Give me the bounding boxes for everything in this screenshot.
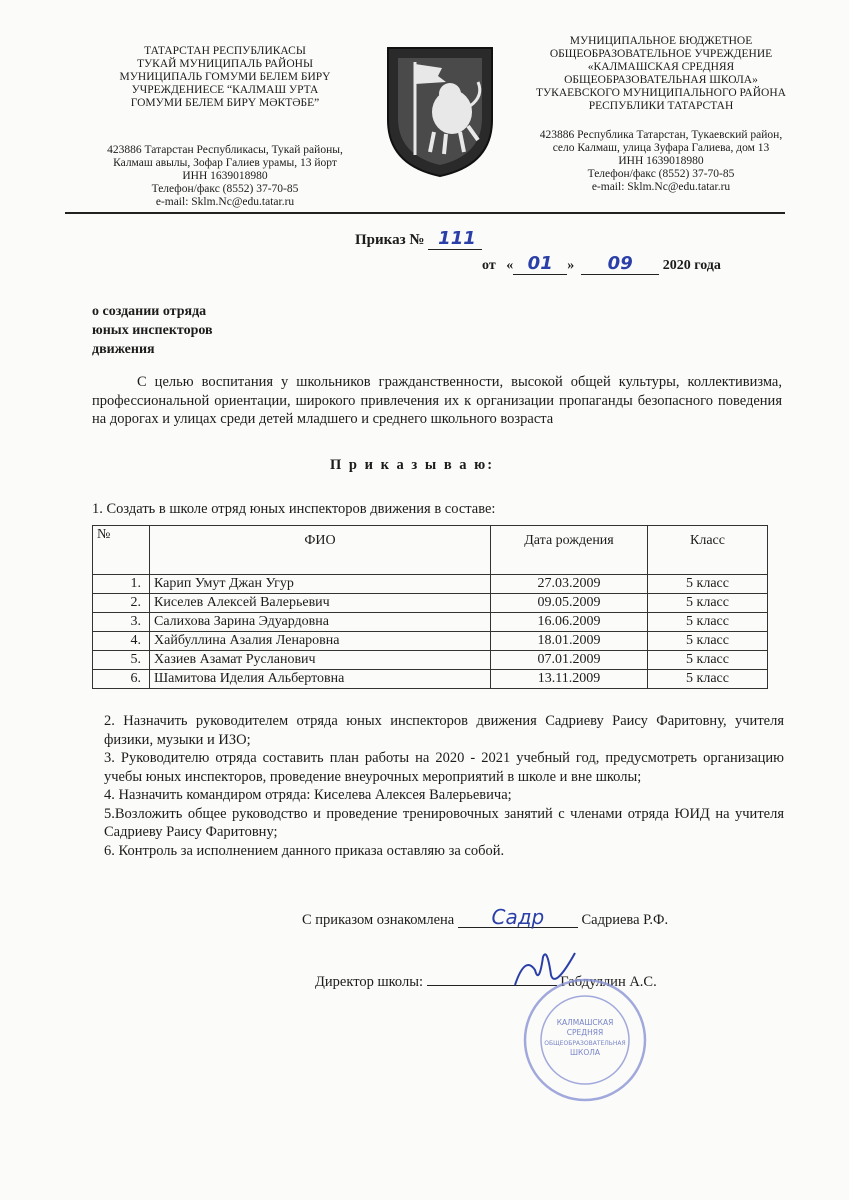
subject-line: о создании отряда [92, 304, 207, 319]
table-row [93, 613, 768, 632]
col-name-header: ФИО [150, 526, 491, 575]
row-class: 5 класс [648, 632, 768, 651]
table-row [93, 670, 768, 689]
header-left-line: ТАТАРСТАН РЕСПУБЛИКАСЫ [144, 45, 306, 57]
header-right-contact: Телефон/факс (8552) 37-70-85 [587, 168, 735, 180]
header-left-line: МУНИЦИПАЛЬ ГОМУМИ БЕЛЕМ БИРҮ [119, 71, 331, 83]
acquainted-name: Садриева Р.Ф. [581, 912, 669, 928]
header-left-contact: Калмаш авылы, Зофар Галиев урамы, 13 йорт [113, 157, 337, 169]
header-left-line: ГОМУМИ БЕЛЕМ БИРҮ МӘКТӘБЕ” [130, 97, 320, 109]
row-birthdate: 16.06.2009 [491, 613, 648, 632]
row-class: 5 класс [648, 651, 768, 670]
row-name: Салихова Зарина Эдуардовна [150, 613, 491, 632]
header-left-contact: e-mail: Sklm.Nc@edu.tatar.ru [155, 196, 295, 208]
order-date [482, 253, 721, 275]
row-number: 2. [93, 594, 150, 613]
header-right-line: «КАЛМАШСКАЯ СРЕДНЯЯ [587, 61, 735, 73]
order-title-prefix: Приказ № [355, 232, 425, 248]
svg-text:СРЕДНЯЯ: СРЕДНЯЯ [566, 1028, 604, 1037]
date-from: от [482, 258, 496, 273]
subject-line: движения [92, 342, 155, 357]
col-class-header: Класс [648, 526, 768, 575]
coat-of-arms-icon [380, 40, 500, 180]
row-name: Карип Умут Джан Угур [150, 575, 491, 594]
header-right-line: РЕСПУБЛИКИ ТАТАРСТАН [588, 100, 734, 112]
table-row [93, 651, 768, 670]
header-right-contact: село Калмаш, улица Зуфара Галиева, дом 13 [552, 142, 770, 154]
acquainted-line [302, 905, 669, 930]
table-row [93, 575, 768, 594]
row-number: 5. [93, 651, 150, 670]
svg-text:ОБЩЕОБРАЗОВАТЕЛЬНАЯ: ОБЩЕОБРАЗОВАТЕЛЬНАЯ [544, 1040, 626, 1047]
date-month: 09 [581, 253, 659, 275]
date-open-quote: « [506, 258, 514, 273]
col-birthdate-header: Дата рождения [491, 526, 648, 575]
order-title [355, 228, 482, 250]
header-right-line: ОБЩЕОБРАЗОВАТЕЛЬНОЕ УЧРЕЖДЕНИЕ [549, 48, 773, 60]
acquainted-signature: Садр [458, 908, 578, 928]
header-left-line: ТУКАЙ МУНИЦИПАЛЬ РАЙОНЫ [137, 58, 313, 70]
svg-text:ШКОЛА: ШКОЛА [569, 1048, 601, 1057]
item-3: 3. Руководителю отряда составить план работы на 2020 - 2021 учебный год, предусмотреть организацию учебы юных инспекторов, проведение внеурочных мероприятий в школе и вне школы; [104, 750, 784, 785]
header-left-contact: 423886 Татарстан Республикасы, Тукай районы, [107, 144, 343, 156]
item-1: 1. Создать в школе отряд юных инспекторов движения в составе: [92, 501, 496, 517]
row-number: 3. [93, 613, 150, 632]
preamble: С целью воспитания у школьников гражданственности, высокой общей культуры, коллективизма, профессиональной ориентации, широкого привлечения их к организации пропаганды безопасного поведения на дорогах и улицах среди детей младшего и среднего школьного возраста [92, 374, 782, 427]
subject-line: юных инспекторов [92, 323, 213, 338]
row-birthdate: 27.03.2009 [491, 575, 648, 594]
header-left-contact: ИНН 1639018980 [182, 170, 268, 182]
header-right-line: ТУКАЕВСКОГО МУНИЦИПАЛЬНОГО РАЙОНА [536, 87, 786, 99]
members-table [92, 525, 768, 689]
row-class: 5 класс [648, 670, 768, 689]
item-6: 6. Контроль за исполнением данного приказа оставляю за собой. [104, 842, 505, 859]
row-number: 4. [93, 632, 150, 651]
order-heading: П р и к а з ы в а ю: [330, 457, 495, 473]
date-year: 2020 года [662, 258, 721, 273]
col-number-header: № [93, 526, 150, 575]
header-right-contact: ИНН 1639018980 [618, 155, 704, 167]
header-right-contact: 423886 Республика Татарстан, Тукаевский район, [539, 129, 783, 141]
row-birthdate: 13.11.2009 [491, 670, 648, 689]
acquainted-label: С приказом ознакомлена [302, 912, 455, 928]
header-right-line: ОБЩЕОБРАЗОВАТЕЛЬНАЯ ШКОЛА» [564, 74, 758, 86]
row-class: 5 класс [648, 594, 768, 613]
svg-text:КАЛМАШСКАЯ: КАЛМАШСКАЯ [556, 1018, 614, 1027]
school-stamp-icon [520, 975, 650, 1105]
header-right [530, 35, 792, 194]
item-5: 5.Возложить общее руководство и проведение тренировочных занятий с членами отряда ЮИД на учителя Садриеву Раису Фаритовну; [104, 805, 784, 840]
item-2: 2. Назначить руководителем отряда юных инспекторов движения Садриеву Раису Фаритовну, учителя физики, музыки и ИЗО; [104, 713, 784, 748]
date-day: 01 [513, 253, 567, 275]
header-left-contact: Телефон/факс (8552) 37-70-85 [151, 183, 299, 195]
header-divider [65, 212, 785, 214]
row-number: 6. [93, 670, 150, 689]
row-name: Киселев Алексей Валерьевич [150, 594, 491, 613]
row-birthdate: 09.05.2009 [491, 594, 648, 613]
header-right-line: МУНИЦИПАЛЬНОЕ БЮДЖЕТНОЕ [569, 35, 753, 47]
row-class: 5 класс [648, 613, 768, 632]
item-4: 4. Назначить командиром отряда: Киселева Алексея Валерьевича; [104, 787, 512, 803]
table-row [93, 594, 768, 613]
row-name: Хайбуллина Азалия Ленаровна [150, 632, 491, 651]
row-name: Хазиев Азамат Русланович [150, 651, 491, 670]
row-birthdate: 07.01.2009 [491, 651, 648, 670]
header-left-line: УЧРЕЖДЕНИЕСЕ “КАЛМАШ УРТА [131, 84, 319, 96]
row-name: Шамитова Иделия Альбертовна [150, 670, 491, 689]
date-close-quote: » [567, 258, 575, 273]
header-right-contact: e-mail: Sklm.Nc@edu.tatar.ru [591, 181, 731, 193]
table-row [93, 632, 768, 651]
director-label: Директор школы: [315, 974, 423, 990]
director-name: Габдуллин А.С. [560, 974, 657, 990]
order-items [104, 712, 784, 860]
order-number: 111 [428, 228, 482, 250]
table-header-row [93, 526, 768, 575]
header-left [95, 45, 355, 209]
order-subject [92, 302, 213, 359]
row-birthdate: 18.01.2009 [491, 632, 648, 651]
row-number: 1. [93, 575, 150, 594]
row-class: 5 класс [648, 575, 768, 594]
